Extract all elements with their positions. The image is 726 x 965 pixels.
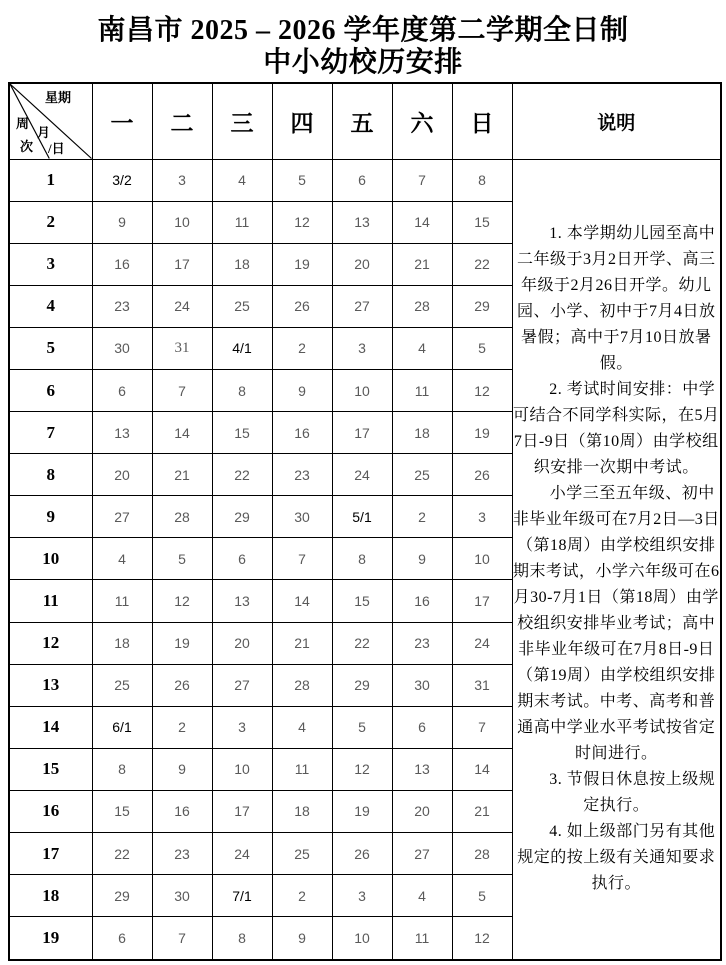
date-cell: 18: [212, 243, 272, 285]
date-cell: 19: [152, 622, 212, 664]
date-cell: 13: [92, 412, 152, 454]
date-cell: 2: [392, 496, 452, 538]
date-cell: 4: [92, 538, 152, 580]
date-cell: 24: [332, 454, 392, 496]
date-cell: 29: [332, 664, 392, 706]
date-cell: 31: [152, 327, 212, 369]
date-cell: 26: [332, 833, 392, 875]
date-cell: 19: [452, 412, 512, 454]
date-cell: 30: [152, 875, 212, 917]
note-paragraph: 小学三至五年级、初中非毕业年级可在7月2日—3日（第18周）由学校组织安排期末考试，小学六年级可在6月30-7月1日（第18周）由学校组织安排毕业考试；高中非毕业年级可在7月8日-9日（第19周）由学校组织安排期末考试。中考、高考和普通高中学业水平考试按省定时间进行。: [512, 485, 720, 763]
date-cell: 14: [452, 748, 512, 790]
date-cell: 5: [332, 706, 392, 748]
date-cell: 4: [392, 327, 452, 369]
date-cell: 6: [212, 538, 272, 580]
date-cell: 15: [332, 580, 392, 622]
date-cell: 15: [212, 412, 272, 454]
note-paragraph: 2. 考试时间安排：中学可结合不同学科实际，在5月7日-9日（第10周）由学校组织安排一次期中考试。: [512, 381, 720, 477]
date-cell: 4/1: [212, 327, 272, 369]
date-cell: 15: [92, 790, 152, 832]
date-cell: 9: [152, 748, 212, 790]
date-cell: 16: [92, 243, 152, 285]
date-cell: 4: [212, 159, 272, 201]
date-cell: 7/1: [212, 875, 272, 917]
date-cell: 23: [152, 833, 212, 875]
date-cell: 6: [92, 917, 152, 960]
date-cell: 21: [272, 622, 332, 664]
week-number-cell: 4: [9, 285, 92, 327]
corner-label-week-1: 周: [16, 116, 30, 131]
week-number-cell: 13: [9, 664, 92, 706]
date-cell: 25: [392, 454, 452, 496]
week-number-cell: 7: [9, 412, 92, 454]
date-cell: 17: [212, 790, 272, 832]
date-cell: 25: [212, 285, 272, 327]
date-cell: 29: [92, 875, 152, 917]
date-cell: 12: [452, 369, 512, 411]
date-cell: 8: [212, 917, 272, 960]
date-cell: 30: [272, 496, 332, 538]
week-number-cell: 6: [9, 369, 92, 411]
date-cell: 21: [152, 454, 212, 496]
date-cell: 6: [92, 369, 152, 411]
date-cell: 20: [92, 454, 152, 496]
date-cell: 7: [272, 538, 332, 580]
day-header-fri: 五: [332, 83, 392, 159]
date-cell: 30: [392, 664, 452, 706]
date-cell: 7: [152, 917, 212, 960]
date-cell: 26: [272, 285, 332, 327]
date-cell: 10: [332, 369, 392, 411]
date-cell: 9: [392, 538, 452, 580]
date-cell: 24: [452, 622, 512, 664]
date-cell: 3: [212, 706, 272, 748]
date-cell: 9: [92, 201, 152, 243]
date-cell: 8: [212, 369, 272, 411]
notes-cell: [512, 159, 721, 960]
notes-header: 说明: [512, 83, 721, 159]
note-paragraph: 1. 本学期幼儿园至高中二年级于3月2日开学、高三年级于2月26日开学。幼儿园、小学、初中于7月4日放暑假；高中于7月10日放暑假。: [516, 225, 716, 373]
date-cell: 7: [392, 159, 452, 201]
page-title-line1: 南昌市 2025 – 2026 学年度第二学期全日制: [97, 15, 629, 46]
date-cell: 2: [152, 706, 212, 748]
week-number-cell: 12: [9, 622, 92, 664]
date-cell: 5: [272, 159, 332, 201]
week-number-cell: 16: [9, 790, 92, 832]
corner-label-month: 月: [37, 125, 51, 140]
date-cell: 11: [212, 201, 272, 243]
date-cell: 17: [332, 412, 392, 454]
date-cell: 19: [272, 243, 332, 285]
date-cell: 6: [332, 159, 392, 201]
date-cell: 7: [452, 706, 512, 748]
day-header-mon: 一: [92, 83, 152, 159]
date-cell: 8: [332, 538, 392, 580]
date-cell: 24: [212, 833, 272, 875]
date-cell: 28: [152, 496, 212, 538]
corner-label-day: /日: [48, 141, 65, 156]
week-number-cell: 9: [9, 496, 92, 538]
date-cell: 14: [392, 201, 452, 243]
date-cell: 10: [152, 201, 212, 243]
date-cell: 14: [152, 412, 212, 454]
date-cell: 11: [272, 748, 332, 790]
date-cell: 23: [272, 454, 332, 496]
date-cell: 21: [392, 243, 452, 285]
week-number-cell: 1: [9, 159, 92, 201]
calendar-table-body: [9, 83, 721, 960]
date-cell: 14: [272, 580, 332, 622]
date-cell: 16: [152, 790, 212, 832]
date-cell: 2: [272, 327, 332, 369]
date-cell: 23: [92, 285, 152, 327]
note-paragraph: 3. 节假日休息按上级规定执行。: [549, 771, 716, 815]
date-cell: 22: [452, 243, 512, 285]
date-cell: 27: [92, 496, 152, 538]
date-cell: 13: [392, 748, 452, 790]
date-cell: 13: [212, 580, 272, 622]
date-cell: 3: [332, 875, 392, 917]
day-header-sat: 六: [392, 83, 452, 159]
date-cell: 2: [272, 875, 332, 917]
page-title: [0, 15, 726, 79]
date-cell: 3: [452, 496, 512, 538]
date-cell: 8: [92, 748, 152, 790]
week-number-cell: 3: [9, 243, 92, 285]
date-cell: 30: [92, 327, 152, 369]
date-cell: 11: [392, 917, 452, 960]
date-cell: 28: [272, 664, 332, 706]
date-cell: 28: [452, 833, 512, 875]
date-cell: 17: [152, 243, 212, 285]
date-cell: 13: [332, 201, 392, 243]
week-number-cell: 5: [9, 327, 92, 369]
week-number-cell: 15: [9, 748, 92, 790]
date-cell: 17: [452, 580, 512, 622]
date-cell: 28: [392, 285, 452, 327]
date-cell: 25: [272, 833, 332, 875]
date-cell: 12: [332, 748, 392, 790]
date-cell: 10: [212, 748, 272, 790]
calendar-week-row: [9, 159, 721, 201]
date-cell: 23: [392, 622, 452, 664]
date-cell: 27: [392, 833, 452, 875]
week-number-cell: 14: [9, 706, 92, 748]
date-cell: 21: [452, 790, 512, 832]
date-cell: 9: [272, 917, 332, 960]
date-cell: 26: [152, 664, 212, 706]
date-cell: 5: [452, 327, 512, 369]
date-cell: 31: [452, 664, 512, 706]
date-cell: 3: [152, 159, 212, 201]
date-cell: 11: [392, 369, 452, 411]
date-cell: 5: [452, 875, 512, 917]
date-cell: 6: [392, 706, 452, 748]
date-cell: 29: [212, 496, 272, 538]
date-cell: 18: [92, 622, 152, 664]
date-cell: 11: [92, 580, 152, 622]
date-cell: 25: [92, 664, 152, 706]
date-cell: 5/1: [332, 496, 392, 538]
calendar-header-row: [9, 83, 721, 159]
date-cell: 20: [212, 622, 272, 664]
date-cell: 22: [332, 622, 392, 664]
date-cell: 12: [272, 201, 332, 243]
week-number-cell: 17: [9, 833, 92, 875]
day-header-thu: 四: [272, 83, 332, 159]
corner-header-cell: [9, 83, 92, 159]
date-cell: 19: [332, 790, 392, 832]
date-cell: 20: [392, 790, 452, 832]
corner-label-week-2: 次: [20, 139, 34, 154]
date-cell: 18: [272, 790, 332, 832]
date-cell: 27: [332, 285, 392, 327]
date-cell: 26: [452, 454, 512, 496]
week-number-cell: 8: [9, 454, 92, 496]
date-cell: 16: [272, 412, 332, 454]
date-cell: 29: [452, 285, 512, 327]
date-cell: 16: [392, 580, 452, 622]
date-cell: 27: [212, 664, 272, 706]
week-number-cell: 2: [9, 201, 92, 243]
date-cell: 15: [452, 201, 512, 243]
day-header-wed: 三: [212, 83, 272, 159]
day-header-sun: 日: [452, 83, 512, 159]
date-cell: 5: [152, 538, 212, 580]
date-cell: 9: [272, 369, 332, 411]
date-cell: 22: [92, 833, 152, 875]
week-number-cell: 11: [9, 580, 92, 622]
date-cell: 22: [212, 454, 272, 496]
date-cell: 10: [452, 538, 512, 580]
date-cell: 20: [332, 243, 392, 285]
date-cell: 3: [332, 327, 392, 369]
date-cell: 6/1: [92, 706, 152, 748]
day-header-tue: 二: [152, 83, 212, 159]
date-cell: 10: [332, 917, 392, 960]
date-cell: 8: [452, 159, 512, 201]
week-number-cell: 10: [9, 538, 92, 580]
date-cell: 12: [452, 917, 512, 960]
page-title-line2: 中小幼校历安排: [263, 47, 463, 78]
date-cell: 3/2: [92, 159, 152, 201]
date-cell: 24: [152, 285, 212, 327]
date-cell: 4: [392, 875, 452, 917]
date-cell: 7: [152, 369, 212, 411]
date-cell: 12: [152, 580, 212, 622]
week-number-cell: 19: [9, 917, 92, 960]
corner-label-weekday: 星期: [45, 90, 72, 105]
week-number-cell: 18: [9, 875, 92, 917]
calendar-table: [8, 82, 722, 961]
note-paragraph: 4. 如上级部门另有其他规定的按上级有关通知要求执行。: [517, 823, 716, 893]
date-cell: 4: [272, 706, 332, 748]
date-cell: 18: [392, 412, 452, 454]
